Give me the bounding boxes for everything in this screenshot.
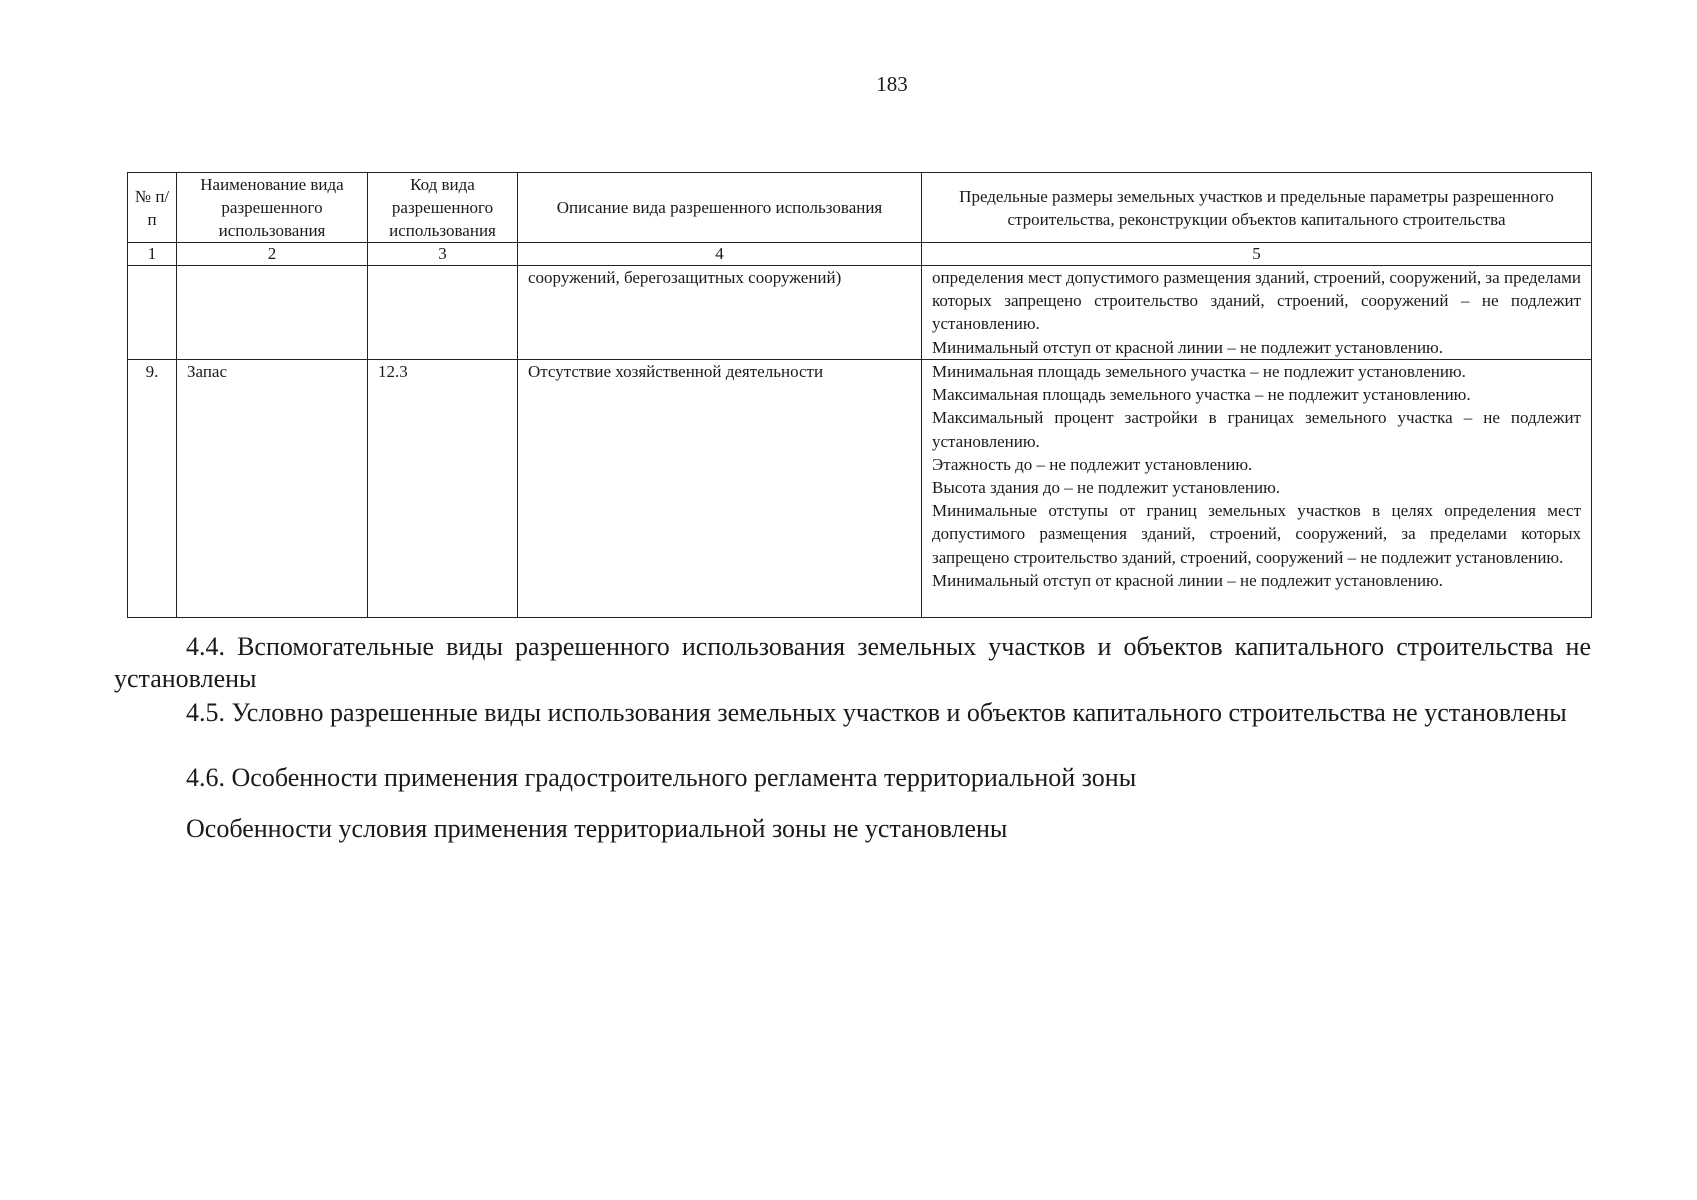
limit-line: Минимальная площадь земельного участка – не подлежит установлению. — [932, 362, 1466, 381]
section-4-6-text: 4.6. Особенности применения градостроительного регламента территориальной зоны — [186, 763, 1137, 792]
header-code: Код вида разрешенного использования — [368, 173, 518, 243]
limit-line: Минимальные отступы от границ земельных участков в целях определения мест допустимого размещения зданий, строений, сооружений, за пределами которых запрещено строительство зданий, строений, сооружений – не подлежит установлению. — [932, 501, 1581, 567]
section-4-5-text: 4.5. Условно разрешенные виды использования земельных участков и объектов капитального строительства не установлены — [186, 698, 1567, 727]
column-number: 5 — [922, 243, 1592, 266]
column-number: 4 — [518, 243, 922, 266]
section-note-text: Особенности условия применения территориальной зоны не установлены — [186, 814, 1008, 843]
row-num — [128, 266, 177, 360]
header-num: № п/п — [128, 173, 177, 243]
column-number: 1 — [128, 243, 177, 266]
limit-line: Минимальный отступ от красной линии – не подлежит установлению. — [932, 337, 1443, 357]
section-4-6 — [114, 762, 1591, 794]
header-description: Описание вида разрешенного использования — [518, 173, 922, 243]
column-number: 2 — [177, 243, 368, 266]
row-limits — [922, 266, 1592, 360]
limit-line: определения мест допустимого размещения зданий, строений, сооружений, за пределами которых запрещено строительство зданий, строений, сооружений – не подлежит установлению. — [932, 268, 1581, 334]
row-description: Отсутствие хозяйственной деятельности — [518, 360, 922, 618]
limit-line: Максимальная площадь земельного участка – не подлежит установлению. — [932, 385, 1471, 405]
column-number: 3 — [368, 243, 518, 266]
table-row — [128, 360, 1592, 618]
row-limits — [922, 360, 1592, 618]
limit-line: Минимальный отступ от красной линии – не подлежит установлению. — [932, 570, 1443, 590]
column-number-row — [128, 243, 1592, 266]
section-4-4 — [114, 631, 1591, 695]
row-name: Запас — [177, 360, 368, 618]
regulations-table — [127, 172, 1592, 618]
row-code: 12.3 — [368, 360, 518, 618]
section-note — [114, 813, 1591, 845]
row-num: 9. — [128, 360, 177, 618]
section-4-4-text: 4.4. Вспомогательные виды разрешенного использования земельных участков и объектов капитального строительства не установлены — [114, 632, 1591, 693]
section-4-5 — [114, 697, 1591, 729]
row-name — [177, 266, 368, 360]
table-row — [128, 266, 1592, 360]
header-name: Наименование вида разрешенного использования — [177, 173, 368, 243]
table-header-row — [128, 173, 1592, 243]
page-number: 183 — [876, 72, 908, 96]
limit-line: Максимальный процент застройки в границах земельного участка – не подлежит установлению. — [932, 408, 1581, 451]
limit-line: Этажность до – не подлежит установлению. — [932, 454, 1253, 474]
row-description: сооружений, берегозащитных сооружений) — [518, 266, 922, 360]
header-limits: Предельные размеры земельных участков и предельные параметры разрешенного строительства, реконструкции объектов капитального строительства — [922, 173, 1592, 243]
limit-line: Высота здания до – не подлежит установлению. — [932, 478, 1281, 498]
row-code — [368, 266, 518, 360]
